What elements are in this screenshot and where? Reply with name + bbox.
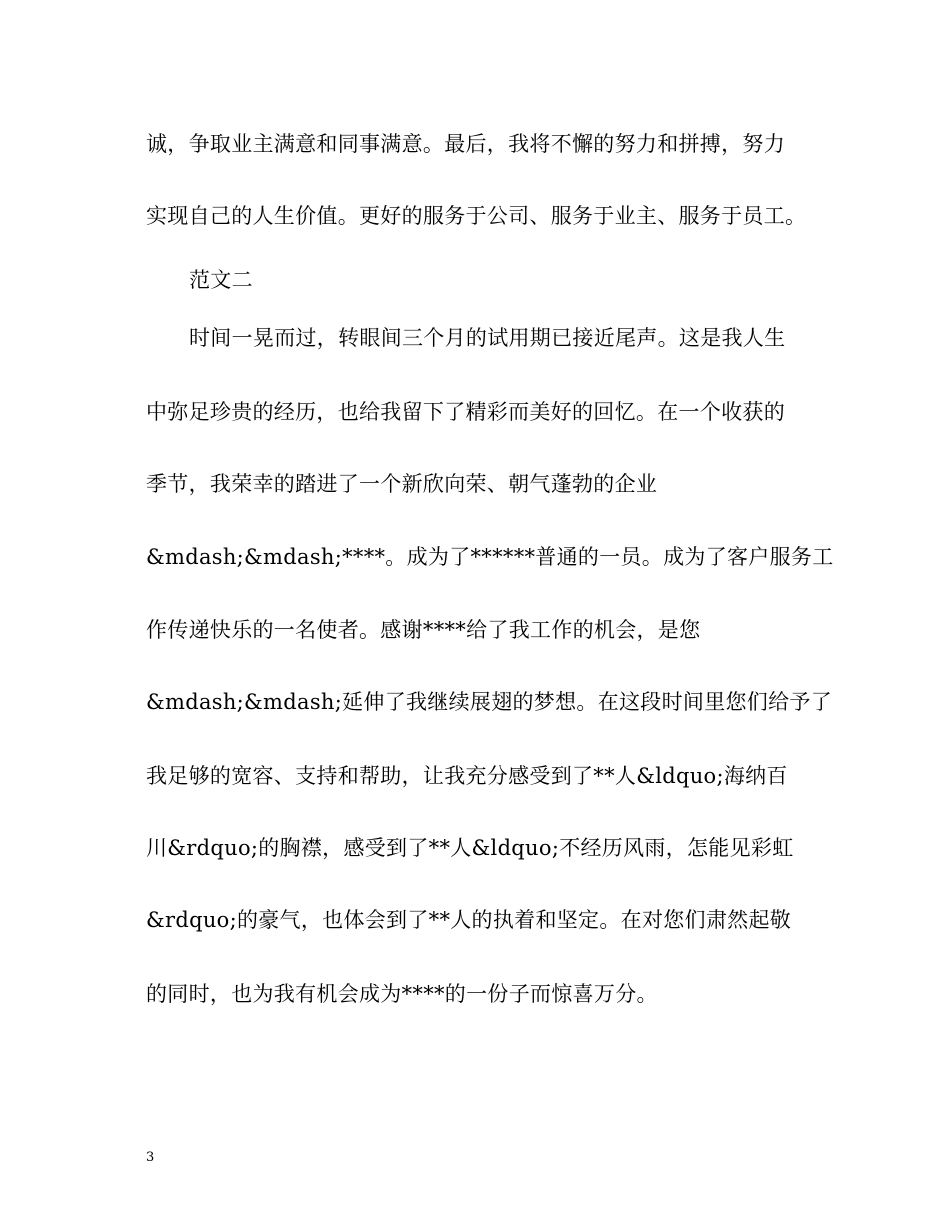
paragraph-line: 作传递快乐的一名使者。感谢****给了我工作的机会，是您 xyxy=(146,618,701,642)
paragraph-line: 的同时，也为我有机会成为****的一份子而惊喜万分。 xyxy=(146,982,658,1006)
paragraph-line: 季节，我荣幸的踏进了一个新欣向荣、朝气蓬勃的企业 xyxy=(146,472,658,496)
paragraph-line: &rdquo;的豪气，也体会到了**人的执着和坚定。在对您们肃然起敬 xyxy=(146,908,792,932)
paragraph-line: 时间一晃而过，转眼间三个月的试用期已接近尾声。这是我人生 xyxy=(189,326,786,350)
paragraph-line: 诚，争取业主满意和同事满意。最后，我将不懈的努力和拼搏，努力 xyxy=(146,132,785,156)
paragraph-line: 实现自己的人生价值。更好的服务于公司、服务于业主、服务于员工。 xyxy=(146,204,807,228)
paragraph-line: 川&rdquo;的胸襟，感受到了**人&ldquo;不经历风雨，怎能见彩虹 xyxy=(146,836,794,860)
section-heading: 范文二 xyxy=(189,268,253,292)
paragraph-line: &mdash;&mdash;****。成为了******普通的一员。成为了客户服务工 xyxy=(146,545,834,569)
paragraph-line: &mdash;&mdash;延伸了我继续展翅的梦想。在这段时间里您们给予了 xyxy=(146,690,832,714)
page-number: 3 xyxy=(146,1150,155,1165)
paragraph-line: 我足够的宽容、支持和帮助，让我充分感受到了**人&ldquo;海纳百 xyxy=(146,764,788,788)
paragraph-line: 中弥足珍贵的经历，也给我留下了精彩而美好的回忆。在一个收获的 xyxy=(146,400,785,424)
